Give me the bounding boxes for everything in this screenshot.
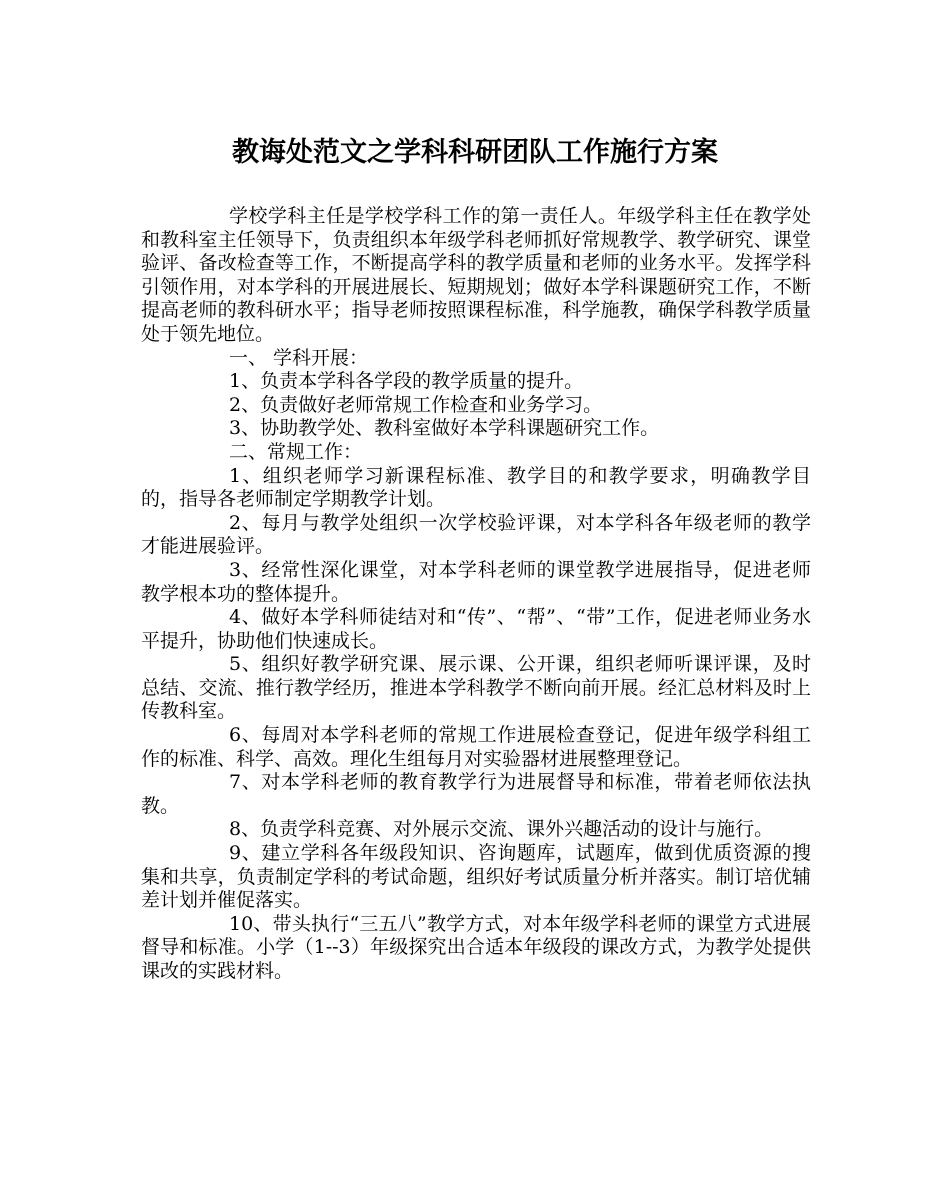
list-item: 10、带头执行“三五八”教学方式，对本年级学科老师的课堂方式进展督导和标准。小学（1--3）年级探究出合适本年级段的课改方式，为教学处提供课改的实践材料。 bbox=[141, 912, 811, 982]
list-item: 2、负责做好老师常规工作检查和业务学习。 bbox=[229, 393, 603, 416]
list-item: 4、做好本学科师徒结对和“传”、“帮”、“带”工作，促进老师业务水平提升，协助他们快速成长。 bbox=[141, 606, 811, 652]
list-item: 7、对本学科老师的教育教学行为进展督导和标准，带着老师依法执教。 bbox=[141, 771, 811, 817]
section-heading-routine-work: 二、常规工作： bbox=[229, 440, 363, 463]
document-title: 教诲处范文之学科科研团队工作施行方案 bbox=[232, 137, 718, 168]
list-item: 3、协助教学处、教科室做好本学科课题研究工作。 bbox=[229, 417, 660, 440]
list-item: 5、组织好教学研究课、展示课、公开课，组织老师听课评课，及时总结、交流、推行教学经历，推进本学科教学不断向前开展。经汇总材料及时上传教科室。 bbox=[141, 653, 811, 723]
list-item: 6、每周对本学科老师的常规工作进展检查登记，促进年级学科组工作的标准、科学、高效。理化生组每月对实验器材进展整理登记。 bbox=[141, 724, 811, 770]
list-item: 3、经常性深化课堂，对本学科老师的课堂教学进展指导，促进老师教学根本功的整体提升。 bbox=[141, 558, 811, 605]
section-heading-development: 一、 学科开展： bbox=[229, 346, 369, 369]
list-item: 1、负责本学科各学段的教学质量的提升。 bbox=[229, 370, 584, 393]
list-item: 2、每月与教学处组织一次学校验评课，对本学科各年级老师的教学才能进展验评。 bbox=[141, 511, 811, 558]
intro-paragraph: 学校学科主任是学校学科工作的第一责任人。年级学科主任在教学处和教科室主任领导下，负责组织本年级学科老师抓好常规教学、教学研究、课堂验评、备改检查等工作，不断提高学科的教学质量和老师的业务水平。发挥学科引领作用，对本学科的开展进展长、短期规划；做好本学科课题研究工作，不断提高老师的教科研水平；指导老师按照课程标准，科学施教，确保学科教学质量处于领先地位。 bbox=[141, 205, 811, 345]
list-item: 9、建立学科各年级段知识、咨询题库，试题库，做到优质资源的搜集和共享，负责制定学科的考试命题，组织好考试质量分析并落实。制订培优辅差计划并催促落实。 bbox=[141, 842, 811, 912]
list-item: 8、负责学科竞赛、对外展示交流、课外兴趣活动的设计与施行。 bbox=[229, 818, 774, 841]
document-body bbox=[141, 205, 811, 984]
list-item: 1、组织老师学习新课程标准、教学目的和教学要求，明确教学目的，指导各老师制定学期教学计划。 bbox=[141, 464, 811, 511]
